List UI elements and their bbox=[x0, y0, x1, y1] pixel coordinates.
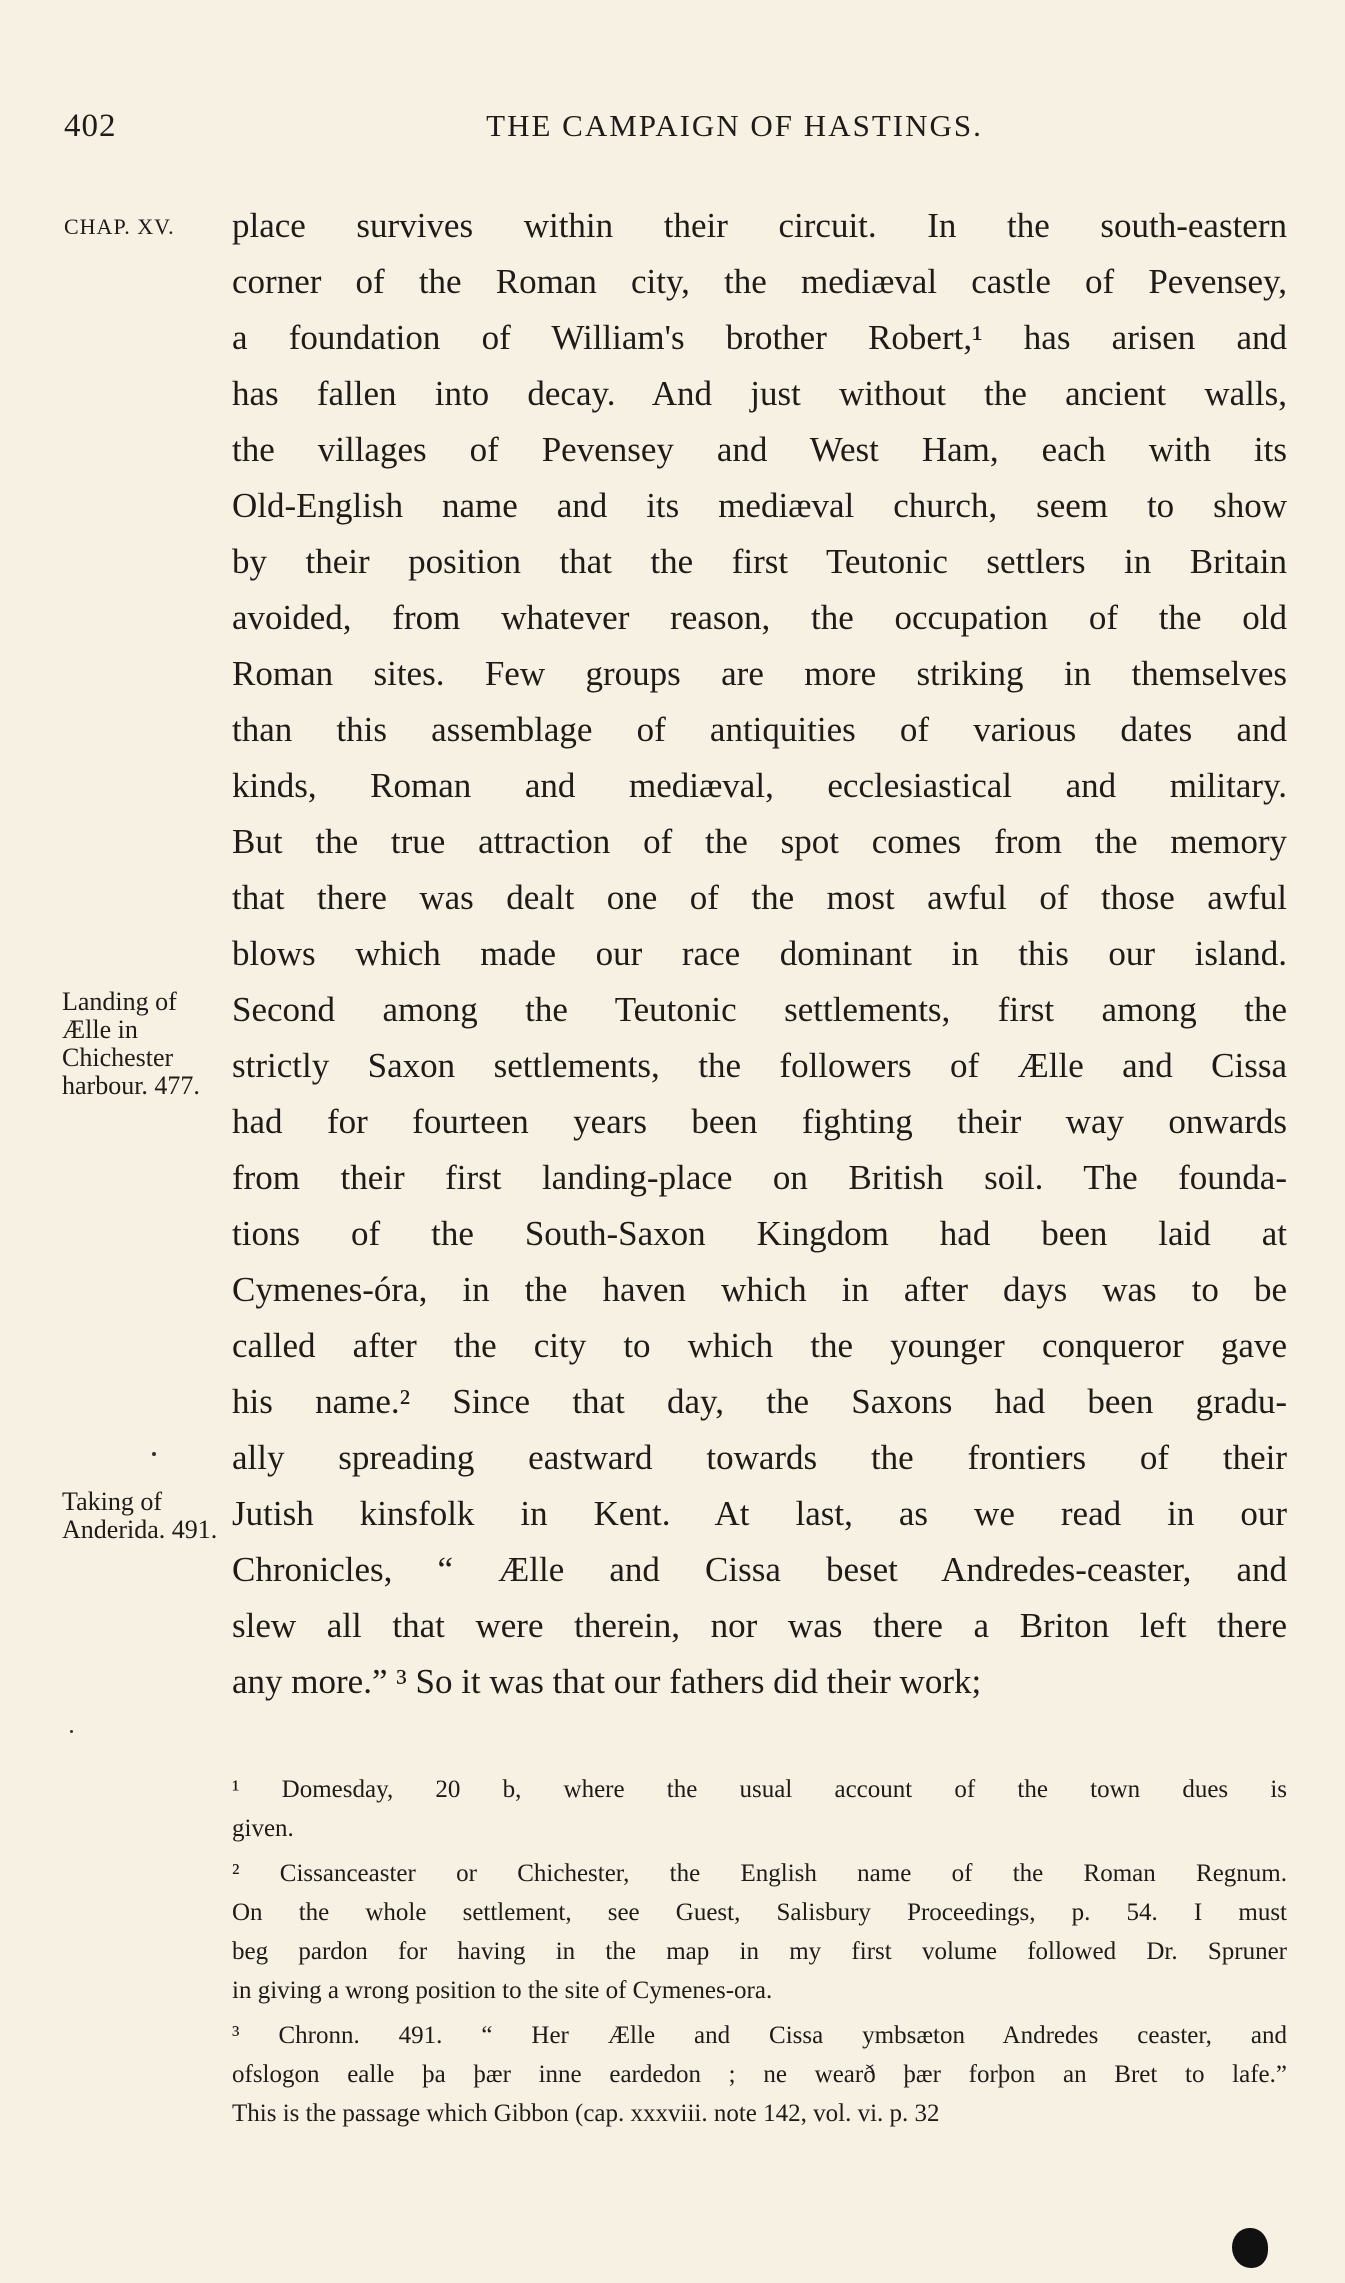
text-line: But the true attraction of the spot comes from the memory bbox=[232, 822, 1287, 861]
ink-blot-mark bbox=[1232, 2228, 1268, 2268]
text-line: Jutish kinsfolk in Kent. At last, as we read in our bbox=[232, 1494, 1287, 1533]
margin-note-landing: Landing of Ælle in Chichester harbour. 477. bbox=[62, 987, 200, 1100]
footnotes bbox=[232, 1770, 1287, 2133]
footnote-line: given. bbox=[232, 1815, 294, 1842]
footnote-line: ³ Chronn. 491. “ Her Ælle and Cissa ymbsæton Andredes ceaster, and bbox=[232, 2022, 1287, 2049]
footnote-3 bbox=[232, 2016, 1287, 2133]
footnote-line: This is the passage which Gibbon (cap. xxxviii. note 142, vol. vi. p. 32 bbox=[232, 2100, 940, 2127]
footnote-1 bbox=[232, 1770, 1287, 1848]
text-line: avoided, from whatever reason, the occupation of the old bbox=[232, 598, 1287, 637]
text-line: called after the city to which the younger conqueror gave bbox=[232, 1326, 1287, 1365]
text-line: Chronicles, “ Ælle and Cissa beset Andredes-ceaster, and bbox=[232, 1550, 1287, 1589]
footnote-line: ² Cissanceaster or Chichester, the English name of the Roman Regnum. bbox=[232, 1860, 1287, 1887]
text-line: has fallen into decay. And just without the ancient walls, bbox=[232, 374, 1287, 413]
margin-note-anderida: Taking of Anderida. 491. bbox=[62, 1487, 218, 1544]
text-line: strictly Saxon settlements, the followers of Ælle and Cissa bbox=[232, 1046, 1287, 1085]
text-line: than this assemblage of antiquities of various dates and bbox=[232, 710, 1287, 749]
text-line: Second among the Teutonic settlements, first among the bbox=[232, 990, 1287, 1029]
footnote-line: ofslogon ealle þa þær inne eardedon ; ne wearð þær forþon an Bret to lafe.” bbox=[232, 2061, 1287, 2088]
footnote-line: On the whole settlement, see Guest, Salisbury Proceedings, p. 54. I must bbox=[232, 1899, 1287, 1926]
body-text bbox=[232, 198, 1287, 1710]
page-header bbox=[64, 108, 1285, 154]
text-line: Old-English name and its mediæval church, seem to show bbox=[232, 486, 1287, 525]
text-line: slew all that were therein, nor was there a Briton left there bbox=[232, 1606, 1287, 1645]
footnote-line: ¹ Domesday, 20 b, where the usual account of the town dues is bbox=[232, 1776, 1287, 1803]
page-number: 402 bbox=[64, 108, 117, 144]
text-line: any more.” ³ So it was that our fathers did their work; bbox=[232, 1662, 982, 1701]
text-line: kinds, Roman and mediæval, ecclesiastical and military. bbox=[232, 766, 1287, 805]
text-line: from their first landing-place on British soil. The founda- bbox=[232, 1158, 1287, 1197]
text-line: place survives within their circuit. In the south-eastern bbox=[232, 206, 1287, 245]
stray-mark bbox=[152, 1452, 156, 1456]
text-line: tions of the South-Saxon Kingdom had been laid at bbox=[232, 1214, 1287, 1253]
running-title: THE CAMPAIGN OF HASTINGS. bbox=[486, 108, 983, 143]
text-line: corner of the Roman city, the mediæval castle of Pevensey, bbox=[232, 262, 1287, 301]
text-line: ally spreading eastward towards the frontiers of their bbox=[232, 1438, 1287, 1477]
text-line: Cymenes-óra, in the haven which in after days was to be bbox=[232, 1270, 1287, 1309]
text-line: his name.² Since that day, the Saxons had been gradu- bbox=[232, 1382, 1287, 1421]
stray-mark bbox=[70, 1730, 73, 1733]
footnote-line: beg pardon for having in the map in my first volume followed Dr. Spruner bbox=[232, 1938, 1287, 1965]
footnote-line: in giving a wrong position to the site of Cymenes-ora. bbox=[232, 1977, 773, 2004]
footnote-2 bbox=[232, 1854, 1287, 2010]
chapter-label: CHAP. XV. bbox=[64, 214, 175, 239]
text-line: that there was dealt one of the most awful of those awful bbox=[232, 878, 1287, 917]
text-line: the villages of Pevensey and West Ham, each with its bbox=[232, 430, 1287, 469]
text-line: a foundation of William's brother Robert,¹ has arisen and bbox=[232, 318, 1287, 357]
text-line: had for fourteen years been fighting their way onwards bbox=[232, 1102, 1287, 1141]
text-line: Roman sites. Few groups are more striking in themselves bbox=[232, 654, 1287, 693]
text-line: by their position that the first Teutonic settlers in Britain bbox=[232, 542, 1287, 581]
text-line: blows which made our race dominant in this our island. bbox=[232, 934, 1287, 973]
